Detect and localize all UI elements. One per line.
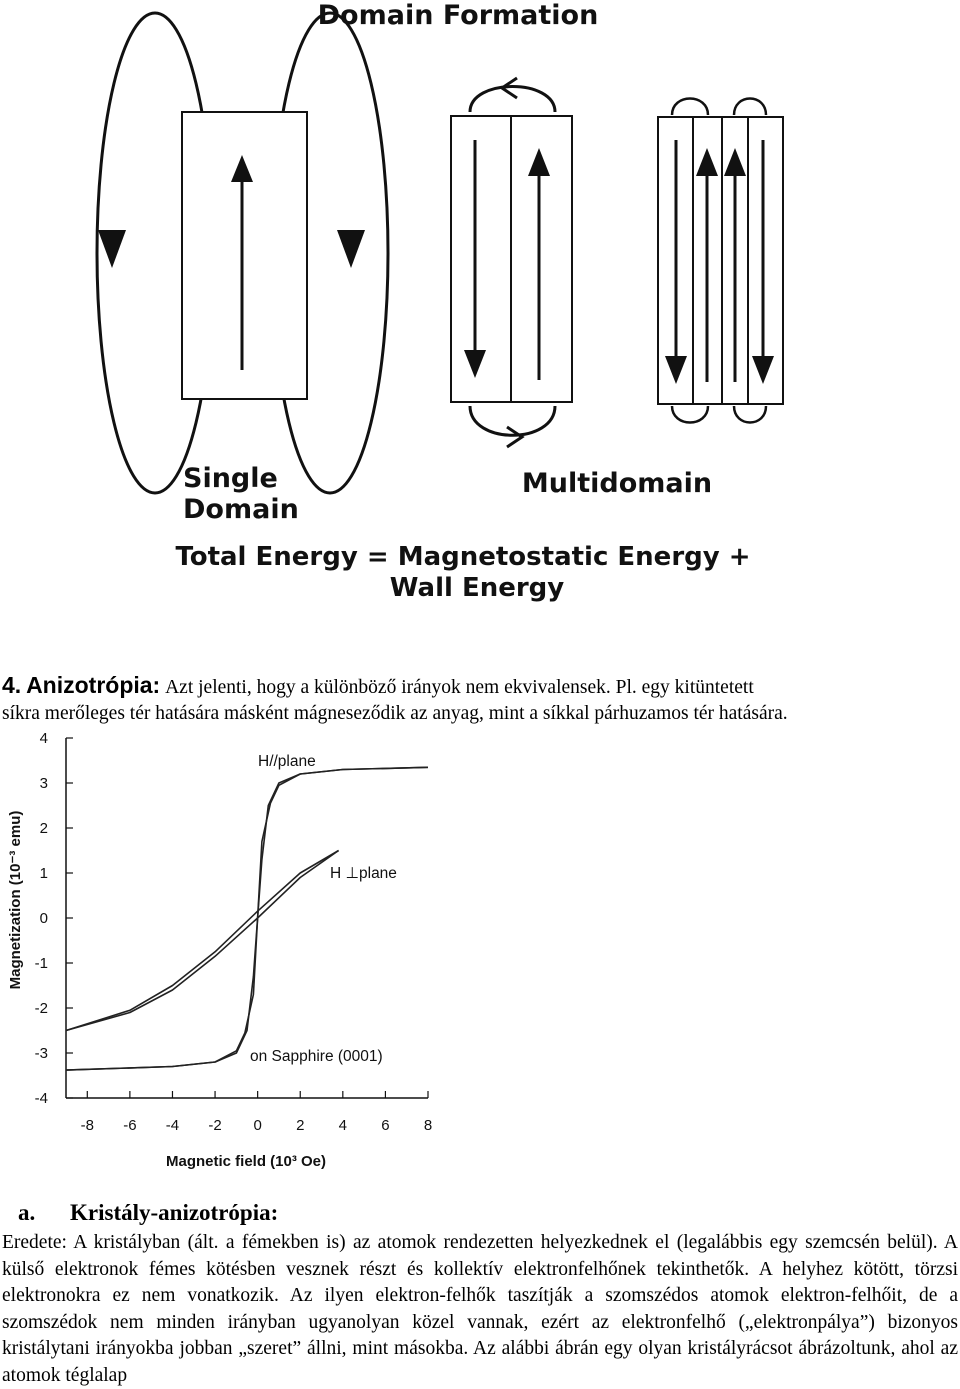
single-domain-label-line1: Single xyxy=(183,463,278,494)
x-tick-label: 2 xyxy=(296,1117,305,1134)
section-heading xyxy=(2,672,958,701)
annotation-perpendicular-plane: H ⊥plane xyxy=(330,865,397,882)
series-2-ascending-branch xyxy=(66,851,339,1031)
single-domain-label-line2: Domain xyxy=(183,494,299,525)
y-tick-label: 2 xyxy=(39,820,48,837)
y-axis-label: Magnetization (10⁻³ emu) xyxy=(7,810,24,990)
left-loop-arrowhead xyxy=(98,230,126,268)
multidomain-label: Multidomain xyxy=(521,468,713,499)
x-axis-label: Magnetic field (10³ Oe) xyxy=(165,1153,327,1170)
single-domain-drawing xyxy=(97,13,388,493)
closure-loop-top-left xyxy=(672,99,708,116)
subsection-index: a. xyxy=(18,1200,36,1225)
energy-equation-line1: Total Energy = Magnetostatic Energy + xyxy=(175,542,751,572)
energy-equation-line2: Wall Energy xyxy=(389,573,565,603)
annotation-parallel-plane: H//plane xyxy=(258,753,316,770)
down-arrowhead xyxy=(464,350,486,378)
series-2-descending-branch xyxy=(66,851,339,1031)
bottom-loop-arrowhead xyxy=(507,427,522,447)
y-tick-label: 0 xyxy=(39,910,48,927)
closure-loop-bottom-right xyxy=(734,406,766,423)
domain-arrow-1-head xyxy=(665,356,687,384)
domain-figure-title: Domain Formation xyxy=(317,0,599,31)
closure-loop-top-right xyxy=(734,99,766,116)
single-domain-block xyxy=(182,112,307,399)
domain-arrow-4-head xyxy=(752,356,774,384)
x-tick-label: 0 xyxy=(253,1117,262,1134)
y-tick-label: -3 xyxy=(34,1045,48,1062)
annotation-substrate: on Sapphire (0001) xyxy=(250,1048,383,1065)
domain-formation-figure xyxy=(0,0,960,610)
series-1-descending-branch xyxy=(66,767,428,1070)
x-tick-label: 4 xyxy=(338,1117,347,1134)
section-description-line2: síkra merőleges tér hatására másként mágneseződik az anyag, mint a síkkal párhuzamos tér hatására. xyxy=(2,703,788,724)
section-description-line1: Azt jelenti, hogy a különböző irányok nem ekvivalensek. Pl. egy kitüntetett xyxy=(165,677,754,698)
domain-arrow-2-head xyxy=(696,148,718,176)
y-tick-label: 4 xyxy=(39,730,48,747)
y-tick-label: -1 xyxy=(34,955,48,972)
y-axis-ticks xyxy=(35,730,73,1107)
x-tick-label: -6 xyxy=(123,1117,137,1134)
domain-arrow-3-head xyxy=(724,148,746,176)
x-tick-label: 8 xyxy=(423,1117,433,1134)
subsection-heading xyxy=(18,1200,278,1226)
section-term: Anizotrópia: xyxy=(26,672,161,698)
x-tick-label: -4 xyxy=(165,1117,180,1134)
up-arrowhead xyxy=(528,148,550,176)
y-tick-label: 3 xyxy=(39,775,48,792)
closure-loop-bottom-left xyxy=(672,406,708,423)
x-tick-label: -2 xyxy=(208,1117,222,1134)
body-paragraph: Eredete: A kristályban (ált. a fémekben is) az atomok rendezetten helyezkednek el (legalábbis egy szemcsén belül). A külső elektronok fémes kötésben vesznek részt és kollektív elektronfelhőnek tekinthetők. A helyhez kötött, törzsi elektronokra ez nem vonatkozik. Az ilyen elektron-felhők taszítják a szomszédos atomok elektron-felhőit, de a szomszédok nem minden irányban ugyanolyan közel vannak, ezért az elektronfelhő („elektronpálya”) bizonyos kristálytani irányokba jobban „szeret” állni, mint másokba. Az alábbi ábrán egy olyan kristályrácsot ábrázoltunk, ahol az atomok téglalap xyxy=(2,1232,958,1386)
y-tick-label: -4 xyxy=(34,1090,48,1107)
x-tick-label: 6 xyxy=(381,1117,390,1134)
section-number: 4. xyxy=(2,672,22,698)
magnetization-chart xyxy=(0,728,460,1180)
chart-series xyxy=(66,767,428,1070)
right-loop-arrowhead xyxy=(337,230,365,268)
y-tick-label: -2 xyxy=(34,1000,48,1017)
two-domain-drawing xyxy=(451,87,572,436)
y-tick-label: 1 xyxy=(39,865,48,882)
chart-frame xyxy=(66,738,428,1098)
top-closure-loop xyxy=(470,87,555,113)
subsection-title: Kristály-anizotrópia: xyxy=(70,1200,279,1225)
x-tick-label: -8 xyxy=(80,1117,94,1134)
